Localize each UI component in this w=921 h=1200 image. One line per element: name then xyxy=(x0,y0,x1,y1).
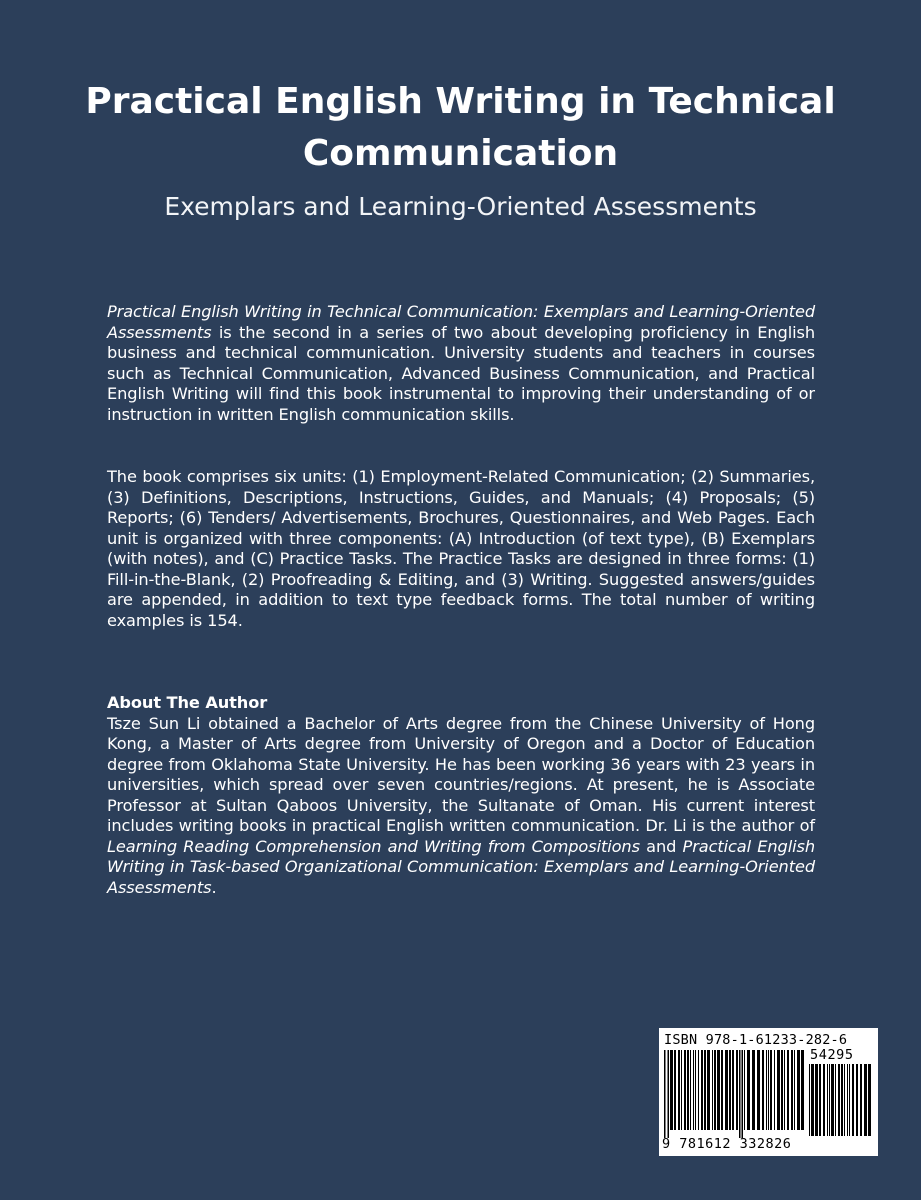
barcode-bar xyxy=(791,1050,793,1130)
barcode-bar xyxy=(752,1050,755,1130)
barcode-bar xyxy=(774,1050,775,1130)
barcode-bar xyxy=(725,1050,728,1130)
barcode-bar xyxy=(668,1050,670,1138)
barcode-bar xyxy=(674,1050,676,1130)
addon-barcode-bars xyxy=(809,1064,873,1136)
barcode-bar xyxy=(690,1050,691,1130)
barcode-bar xyxy=(831,1064,834,1136)
barcode-bar xyxy=(744,1050,745,1130)
barcode-bar xyxy=(823,1064,825,1136)
about-author-heading: About The Author xyxy=(107,693,268,712)
barcode-bar xyxy=(768,1050,769,1130)
author-book-1: Learning Reading Comprehension and Writing from Compositions xyxy=(107,836,640,856)
barcode-bar xyxy=(797,1050,800,1130)
barcode-bar xyxy=(835,1064,836,1136)
barcode-bar xyxy=(784,1050,785,1130)
book-title-italic: Practical English Writing in Technical Communication: Exemplars and Learning-Oriented Assessments xyxy=(107,302,815,342)
barcode-bar xyxy=(732,1050,734,1130)
barcode-bar xyxy=(721,1050,723,1130)
barcode-bar xyxy=(736,1050,738,1130)
barcode-bar xyxy=(819,1064,821,1136)
description-paragraph-2: The book comprises six units: (1) Employment-Related Communication; (2) Summaries, (3) Definitions, Descriptions, Instructions, Guides, and Manuals; (4) Proposals; (5) Reports; (6) Tenders/ Advertisements, Brochures, Questionnaires, and Web Pages. Each unit is organized with three components: (A) Introduction (of text type), (B) Exemplars (with notes), and (C) Practice Tasks. The Practice Tasks are designed in three forms: (1) Fill-in-the-Blank, (2) Proofreading & Editing, and (3) Writing. Suggested answers/guides are appended, in addition to text type feedback forms. The total number of writing examples is 154. xyxy=(107,467,815,630)
about-author-period: . xyxy=(211,877,217,897)
barcode-bar xyxy=(664,1050,666,1138)
isbn-number: ISBN 978-1-61233-282-6 xyxy=(664,1032,848,1048)
barcode-bar xyxy=(695,1050,696,1130)
barcode-bar xyxy=(701,1050,703,1130)
barcode-bar xyxy=(714,1050,716,1130)
barcode-bar xyxy=(670,1050,673,1130)
barcode-bar xyxy=(698,1050,699,1130)
barcode-bar xyxy=(787,1050,789,1130)
ean-barcode-bars xyxy=(664,1050,804,1138)
barcode-bar xyxy=(844,1064,845,1136)
barcode-bar xyxy=(739,1050,741,1138)
barcode-bar xyxy=(766,1050,767,1130)
barcode-bar xyxy=(856,1064,858,1136)
barcode-bar xyxy=(681,1050,682,1130)
barcode-bar xyxy=(742,1050,744,1138)
book-subtitle: Exemplars and Learning-Oriented Assessments xyxy=(164,192,757,221)
barcode-bar xyxy=(868,1064,871,1136)
barcode-bar xyxy=(770,1050,772,1130)
barcode-bar xyxy=(815,1064,818,1136)
barcode-bar xyxy=(829,1064,830,1136)
barcode-bar xyxy=(762,1050,764,1130)
barcode-bar xyxy=(757,1050,760,1130)
barcode-bar xyxy=(777,1050,780,1130)
barcode-bar xyxy=(847,1064,848,1136)
about-author-text: Tsze Sun Li obtained a Bachelor of Arts degree from the Chinese University of Hong Kong, a Master of Arts degree from University of Oregon and a Doctor of Education degree from Oklahoma State University. He has been working 36 years with 23 years in universities, which spread over seven countries/regions. At present, he is Associate Professor at Sultan Qaboos University, the Sultanate of Oman. His current interest includes writing books in practical English written communication. Dr. Li is the author of xyxy=(107,713,815,835)
book-title: Practical English Writing in Technical Communication xyxy=(85,81,836,174)
barcode-bar xyxy=(864,1064,867,1136)
barcode-bar xyxy=(849,1064,850,1136)
barcode-bar xyxy=(707,1050,710,1130)
description-paragraph-1 xyxy=(107,302,815,425)
barcode-bar xyxy=(809,1064,810,1136)
about-author-section xyxy=(107,693,815,898)
barcode-bar xyxy=(811,1064,814,1136)
isbn-barcode xyxy=(659,1028,878,1156)
barcode-bar xyxy=(712,1050,713,1130)
barcode-bar xyxy=(860,1064,862,1136)
barcode-bar xyxy=(717,1050,720,1130)
barcode-bar xyxy=(747,1050,750,1130)
barcode-bar xyxy=(693,1050,694,1130)
barcode-bar xyxy=(838,1064,840,1136)
barcode-bar xyxy=(781,1050,783,1130)
barcode-bar xyxy=(684,1050,686,1130)
barcode-bar xyxy=(678,1050,680,1130)
barcode-bar xyxy=(827,1064,828,1136)
barcode-bar xyxy=(704,1050,706,1130)
ean-number: 9 781612 332826 xyxy=(662,1136,792,1152)
about-author-conjunction: and xyxy=(639,836,683,856)
author-book-2: Practical English Writing in Task-based Organizational Communication: Exemplars and Learning-Oriented Assessments xyxy=(107,836,816,897)
barcode-bar xyxy=(729,1050,731,1130)
description-text: is the second in a series of two about developing proficiency in English business and technical communication. University students and teachers in courses such as Technical Communication, Advanced Business Communication, and Practical English Writing will find this book instrumental to improving their understanding of or instruction in written English communication skills. xyxy=(107,322,815,424)
barcode-bar xyxy=(841,1064,843,1136)
barcode-addon-number: 54295 xyxy=(810,1047,854,1063)
barcode-bar xyxy=(852,1064,854,1136)
barcode-bar xyxy=(801,1050,804,1130)
barcode-bar xyxy=(794,1050,795,1130)
barcode-bar xyxy=(687,1050,689,1130)
